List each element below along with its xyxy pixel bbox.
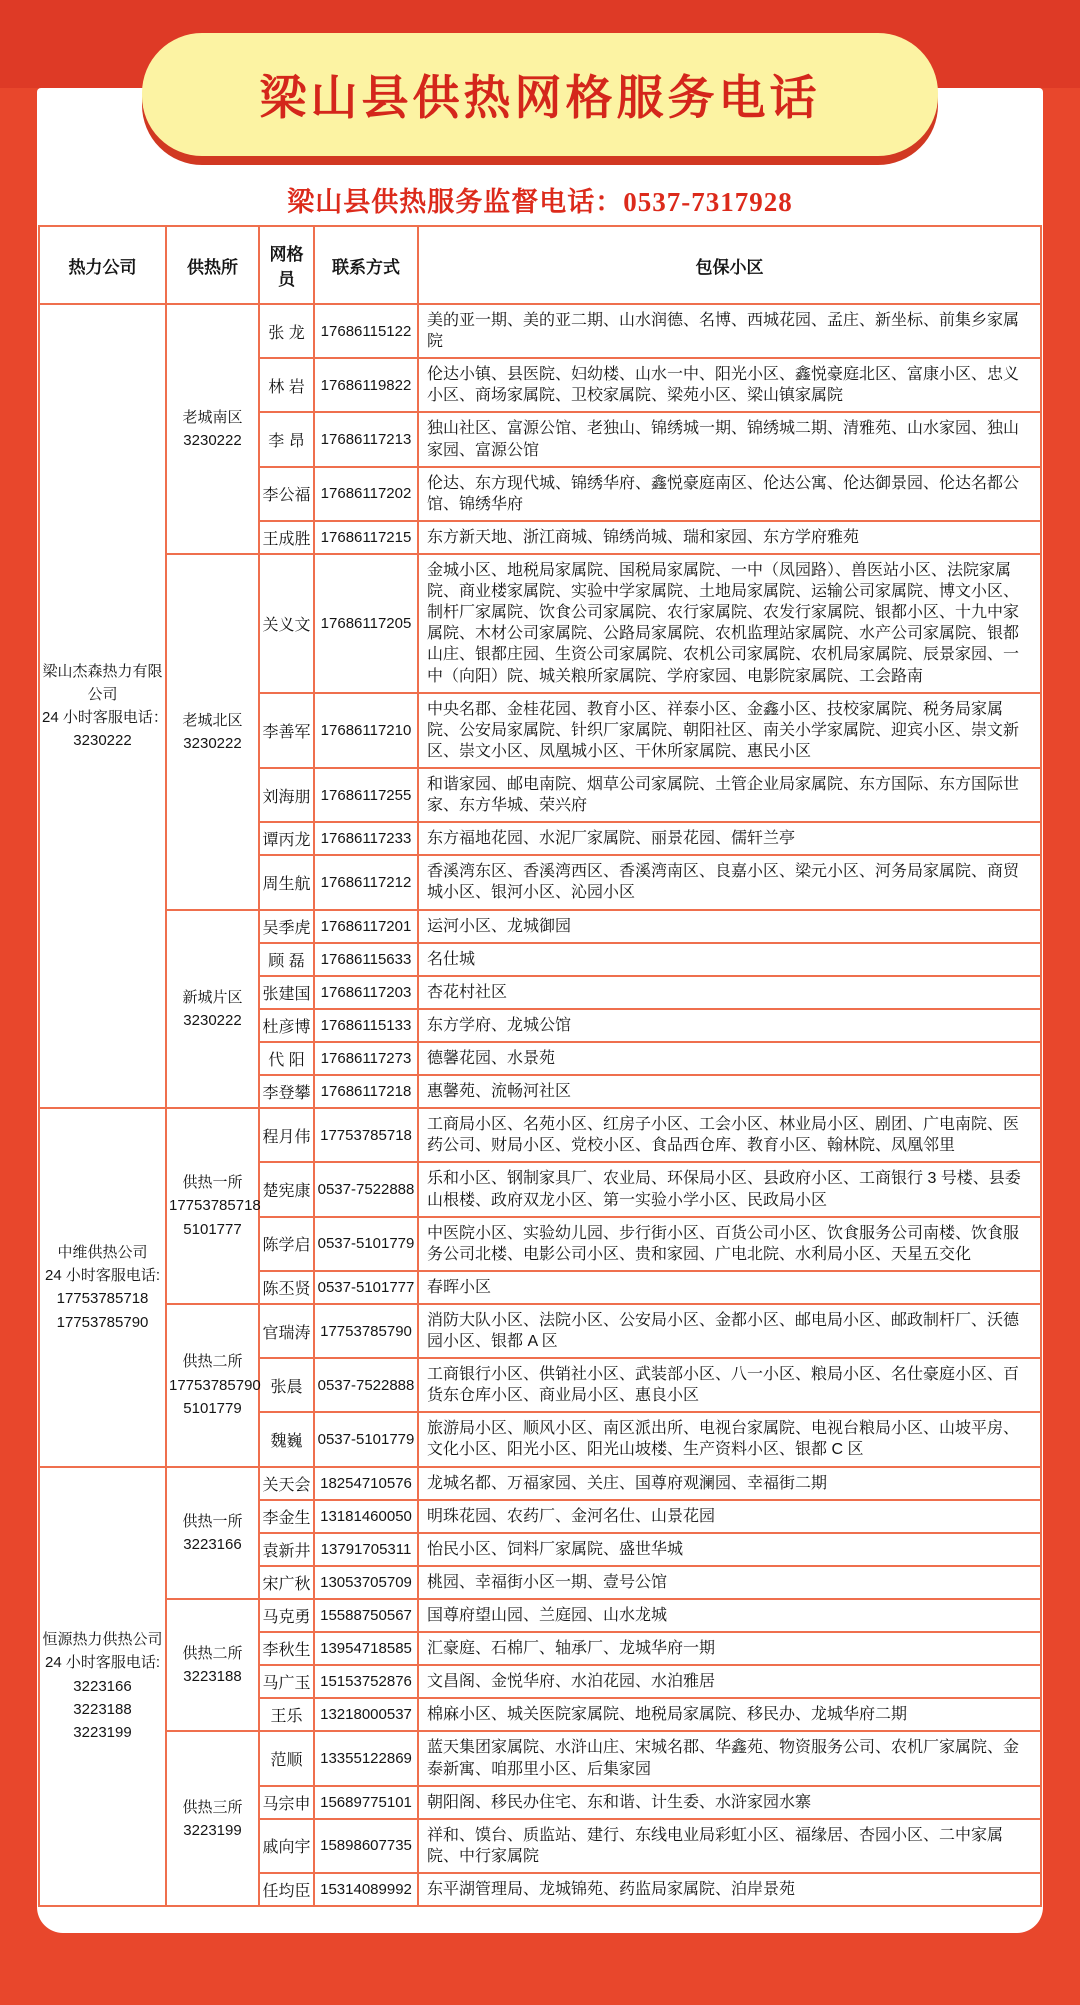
communities-cell: 国尊府望山园、兰庭园、山水龙城 — [418, 1599, 1041, 1632]
station-line: 老城北区 — [182, 711, 243, 729]
worker-name-cell: 杜彦博 — [259, 1009, 314, 1042]
worker-name-cell: 李金生 — [259, 1500, 314, 1533]
phone-cell: 17686119822 — [314, 358, 418, 412]
worker-name-cell: 马宗申 — [259, 1786, 314, 1819]
station-line: 供热一所 — [182, 1174, 243, 1192]
supervision-label: 梁山县供热服务监督电话： — [287, 187, 624, 217]
communities-cell: 怡民小区、饲料厂家属院、盛世华城 — [418, 1533, 1041, 1566]
station-cell — [166, 1731, 259, 1906]
station-line: 17753785718 — [169, 1197, 261, 1215]
communities-cell: 汇豪庭、石棉厂、轴承厂、龙城华府一期 — [418, 1632, 1041, 1665]
company-line: 24 小时客服电话： — [42, 709, 168, 727]
company-line: 24 小时客服电话: — [44, 1654, 161, 1672]
phone-cell: 15314089992 — [314, 1873, 418, 1906]
worker-name-cell: 魏巍 — [259, 1412, 314, 1466]
phone-cell: 17686115633 — [314, 943, 418, 976]
station-line: 3223199 — [183, 1821, 242, 1839]
supervision-phone: 0537-7317928 — [623, 187, 793, 217]
station-line: 3223188 — [183, 1668, 242, 1686]
phone-cell: 13954718585 — [314, 1632, 418, 1665]
company-line: 中维供热公司 — [57, 1243, 148, 1261]
worker-name-cell: 李公福 — [259, 467, 314, 521]
communities-cell: 桃园、幸福街小区一期、壹号公馆 — [418, 1566, 1041, 1599]
phone-cell: 13181460050 — [314, 1500, 418, 1533]
table-row — [39, 1467, 1041, 1500]
phone-cell: 17753785790 — [314, 1304, 418, 1358]
worker-name-cell: 李秋生 — [259, 1632, 314, 1665]
table-head — [39, 226, 1041, 304]
phone-cell: 17686117210 — [314, 693, 418, 768]
communities-cell: 工商局小区、名苑小区、红房子小区、工会小区、林业局小区、剧团、广电南院、医药公司、财局小区、党校小区、食品西仓库、教育小区、翰林院、凤凰邻里 — [418, 1108, 1041, 1162]
phone-cell: 0537-7522888 — [314, 1358, 418, 1412]
communities-cell: 旅游局小区、顺风小区、南区派出所、电视台家属院、电视台粮局小区、山坡平房、文化小区、阳光小区、阳光山坡楼、生产资料小区、银都 C 区 — [418, 1412, 1041, 1466]
worker-name-cell: 李登攀 — [259, 1075, 314, 1108]
communities-cell: 文昌阁、金悦华府、水泊花园、水泊雅居 — [418, 1665, 1041, 1698]
supervision-line — [37, 180, 1043, 219]
communities-cell: 消防大队小区、法院小区、公安局小区、金都小区、邮电局小区、邮政制杆厂、沃德园小区、银都 A 区 — [418, 1304, 1041, 1358]
company-line: 24 小时客服电话: — [44, 1267, 161, 1285]
header-row — [39, 226, 1041, 304]
communities-cell: 名仕城 — [418, 943, 1041, 976]
phone-cell: 17753785718 — [314, 1108, 418, 1162]
communities-cell: 东平湖管理局、龙城锦苑、药监局家属院、泊岸景苑 — [418, 1873, 1041, 1906]
phone-cell: 17686117233 — [314, 822, 418, 855]
communities-cell: 明珠花园、农药厂、金河名仕、山景花园 — [418, 1500, 1041, 1533]
communities-cell: 杏花村社区 — [418, 976, 1041, 1009]
station-line: 17753785790 — [169, 1376, 261, 1394]
company-line: 3223199 — [73, 1724, 132, 1742]
communities-cell: 运河小区、龙城御园 — [418, 910, 1041, 943]
phone-cell: 17686117205 — [314, 554, 418, 693]
phone-cell: 17686117218 — [314, 1075, 418, 1108]
phone-cell: 0537-5101777 — [314, 1271, 418, 1304]
worker-name-cell: 王成胜 — [259, 521, 314, 554]
worker-name-cell: 代 阳 — [259, 1042, 314, 1075]
phone-cell: 17686115122 — [314, 304, 418, 358]
table-row — [39, 910, 1041, 943]
phone-cell: 17686115133 — [314, 1009, 418, 1042]
worker-name-cell: 顾 磊 — [259, 943, 314, 976]
company-line: 17753785790 — [56, 1313, 149, 1331]
service-table — [38, 225, 1042, 1907]
phone-cell: 18254710576 — [314, 1467, 418, 1500]
phone-cell: 13218000537 — [314, 1698, 418, 1731]
phone-cell: 17686117273 — [314, 1042, 418, 1075]
worker-name-cell: 周生航 — [259, 855, 314, 909]
communities-cell: 伦达、东方现代城、锦绣华府、鑫悦豪庭南区、伦达公寓、伦达御景园、伦达名都公馆、锦绣华府 — [418, 467, 1041, 521]
phone-cell: 0537-5101779 — [314, 1412, 418, 1466]
phone-cell: 0537-7522888 — [314, 1162, 418, 1216]
station-line: 3223166 — [183, 1535, 242, 1553]
worker-name-cell: 马克勇 — [259, 1599, 314, 1632]
communities-cell: 棉麻小区、城关医院家属院、地税局家属院、移民办、龙城华府二期 — [418, 1698, 1041, 1731]
worker-name-cell: 袁新井 — [259, 1533, 314, 1566]
company-line: 梁山杰森热力有限公司 — [42, 662, 163, 703]
company-line: 恒源热力供热公司 — [42, 1631, 163, 1649]
worker-name-cell: 王乐 — [259, 1698, 314, 1731]
company-cell — [39, 1467, 166, 1907]
table-row — [39, 554, 1041, 693]
phone-cell: 17686117202 — [314, 467, 418, 521]
phone-cell: 15588750567 — [314, 1599, 418, 1632]
communities-cell: 蓝天集团家属院、水浒山庄、宋城名郡、华鑫苑、物资服务公司、农机厂家属院、金泰新寓、咱那里小区、后集家园 — [418, 1731, 1041, 1785]
worker-name-cell: 官瑞涛 — [259, 1304, 314, 1358]
company-cell — [39, 1108, 166, 1466]
phone-cell: 15689775101 — [314, 1786, 418, 1819]
content-panel — [37, 88, 1043, 1933]
worker-name-cell: 张建国 — [259, 976, 314, 1009]
worker-name-cell: 关义文 — [259, 554, 314, 693]
station-line: 3230222 — [183, 431, 242, 449]
station-cell — [166, 1304, 259, 1467]
communities-cell: 金城小区、地税局家属院、国税局家属院、一中（凤园路）、兽医站小区、法院家属院、商业楼家属院、实验中学家属院、土地局家属院、运输公司家属院、博文小区、制杆厂家属院、饮食公司家属院、农行家属院、农发行家属院、银都小区、十九中家属院、木材公司家属院、公路局家属院、农机监理站家属院、水产公司家属院、银都山庄、银都庄园、生资公司家属院、农机公司家属院、农机局家属院、辰景家园、一中（向阳）院、城关粮所家属院、学府家园、电影院家属院、工会路南 — [418, 554, 1041, 693]
phone-cell: 17686117212 — [314, 855, 418, 909]
worker-name-cell: 程月伟 — [259, 1108, 314, 1162]
station-line: 供热三所 — [182, 1798, 243, 1816]
column-header: 包保小区 — [418, 226, 1041, 304]
communities-cell: 惠馨苑、流畅河社区 — [418, 1075, 1041, 1108]
phone-cell: 13791705311 — [314, 1533, 418, 1566]
communities-cell: 龙城名都、万福家园、关庄、国尊府观澜园、幸福街二期 — [418, 1467, 1041, 1500]
phone-cell: 13355122869 — [314, 1731, 418, 1785]
communities-cell: 东方福地花园、水泥厂家属院、丽景花园、儒轩兰亭 — [418, 822, 1041, 855]
worker-name-cell: 马广玉 — [259, 1665, 314, 1698]
worker-name-cell: 戚向宇 — [259, 1819, 314, 1873]
worker-name-cell: 张 龙 — [259, 304, 314, 358]
company-line: 3230222 — [73, 732, 132, 750]
communities-cell: 朝阳阁、移民办住宅、东和谐、计生委、水浒家园水寨 — [418, 1786, 1041, 1819]
communities-cell: 祥和、馍台、质监站、建行、东线电业局彩虹小区、福缘居、杏园小区、二中家属院、中行家属院 — [418, 1819, 1041, 1873]
station-line: 3230222 — [183, 1011, 242, 1029]
worker-name-cell: 关天会 — [259, 1467, 314, 1500]
worker-name-cell: 陈丕贤 — [259, 1271, 314, 1304]
worker-name-cell: 吴季虎 — [259, 910, 314, 943]
phone-cell: 0537-5101779 — [314, 1217, 418, 1271]
company-cell — [39, 304, 166, 1108]
communities-cell: 德馨花园、水景苑 — [418, 1042, 1041, 1075]
company-line: 3223166 — [73, 1677, 132, 1695]
phone-cell: 13053705709 — [314, 1566, 418, 1599]
communities-cell: 东方学府、龙城公馆 — [418, 1009, 1041, 1042]
station-cell — [166, 1108, 259, 1304]
communities-cell: 和谐家园、邮电南院、烟草公司家属院、土管企业局家属院、东方国际、东方国际世家、东方华城、荣兴府 — [418, 768, 1041, 822]
company-line: 17753785718 — [56, 1290, 149, 1308]
table-row — [39, 304, 1041, 358]
worker-name-cell: 李 昂 — [259, 412, 314, 466]
column-header: 联系方式 — [314, 226, 418, 304]
phone-cell: 15153752876 — [314, 1665, 418, 1698]
communities-cell: 香溪湾东区、香溪湾西区、香溪湾南区、良嘉小区、梁元小区、河务局家属院、商贸城小区、银河小区、沁园小区 — [418, 855, 1041, 909]
station-line: 供热二所 — [182, 1353, 243, 1371]
communities-cell: 中央名郡、金桂花园、教育小区、祥泰小区、金鑫小区、技校家属院、税务局家属院、公安局家属院、针织厂家属院、朝阳社区、南关小学家属院、迎宾小区、崇文新区、崇文小区、凤凰城小区、干休所家属院、惠民小区 — [418, 693, 1041, 768]
worker-name-cell: 任均臣 — [259, 1873, 314, 1906]
phone-cell: 17686117201 — [314, 910, 418, 943]
phone-cell: 17686117203 — [314, 976, 418, 1009]
station-line: 5101779 — [183, 1399, 242, 1417]
table-row — [39, 1599, 1041, 1632]
station-cell — [166, 1467, 259, 1599]
communities-cell: 美的亚一期、美的亚二期、山水润德、名博、西城花园、孟庄、新坐标、前集乡家属院 — [418, 304, 1041, 358]
column-header: 热力公司 — [39, 226, 166, 304]
worker-name-cell: 宋广秋 — [259, 1566, 314, 1599]
worker-name-cell: 张晨 — [259, 1358, 314, 1412]
worker-name-cell: 范顺 — [259, 1731, 314, 1785]
station-line: 5101777 — [183, 1220, 242, 1238]
station-line: 老城南区 — [182, 408, 243, 426]
title-banner — [142, 33, 938, 156]
page-title: 梁山县供热网格服务电话 — [259, 73, 821, 125]
communities-cell: 东方新天地、浙江商城、锦绣尚城、瑞和家园、东方学府雅苑 — [418, 521, 1041, 554]
phone-cell: 15898607735 — [314, 1819, 418, 1873]
communities-cell: 工商银行小区、供销社小区、武装部小区、八一小区、粮局小区、名仕豪庭小区、百货东仓库小区、商业局小区、惠良小区 — [418, 1358, 1041, 1412]
communities-cell: 中医院小区、实验幼儿园、步行街小区、百货公司小区、饮食服务公司南楼、饮食服务公司北楼、电影公司小区、贵和家园、广电北院、水利局小区、天星五交化 — [418, 1217, 1041, 1271]
communities-cell: 独山社区、富源公馆、老独山、锦绣城一期、锦绣城二期、清雅苑、山水家园、独山家园、富源公馆 — [418, 412, 1041, 466]
communities-cell: 春晖小区 — [418, 1271, 1041, 1304]
communities-cell: 乐和小区、钢制家具厂、农业局、环保局小区、县政府小区、工商银行 3 号楼、县委山根楼、政府双龙小区、第一实验小学小区、民政局小区 — [418, 1162, 1041, 1216]
communities-cell: 伦达小镇、县医院、妇幼楼、山水一中、阳光小区、鑫悦豪庭北区、富康小区、忠义小区、商场家属院、卫校家属院、梁苑小区、梁山镇家属院 — [418, 358, 1041, 412]
column-header: 供热所 — [166, 226, 259, 304]
station-line: 供热一所 — [182, 1512, 243, 1530]
table-row — [39, 1108, 1041, 1162]
table-row — [39, 1304, 1041, 1358]
station-cell — [166, 554, 259, 910]
worker-name-cell: 林 岩 — [259, 358, 314, 412]
column-header: 网格员 — [259, 226, 314, 304]
station-line: 3230222 — [183, 734, 242, 752]
phone-cell: 17686117213 — [314, 412, 418, 466]
station-line: 供热二所 — [182, 1645, 243, 1662]
station-cell — [166, 304, 259, 554]
station-cell — [166, 910, 259, 1109]
worker-name-cell: 陈学启 — [259, 1217, 314, 1271]
table-row — [39, 1731, 1041, 1785]
table-body — [39, 304, 1041, 1906]
worker-name-cell: 刘海朋 — [259, 768, 314, 822]
station-line: 新城片区 — [182, 988, 243, 1006]
worker-name-cell: 楚宪康 — [259, 1162, 314, 1216]
worker-name-cell: 李善军 — [259, 693, 314, 768]
worker-name-cell: 谭丙龙 — [259, 822, 314, 855]
phone-cell: 17686117215 — [314, 521, 418, 554]
station-cell — [166, 1599, 259, 1731]
company-line: 3223188 — [73, 1700, 132, 1718]
phone-cell: 17686117255 — [314, 768, 418, 822]
